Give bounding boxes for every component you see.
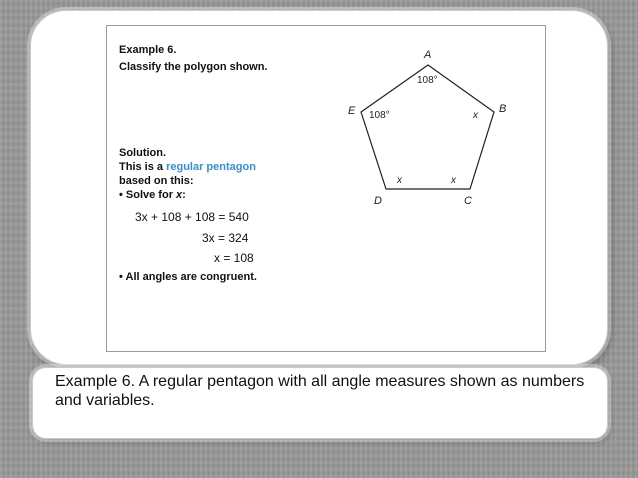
caption-text: Example 6. A regular pentagon with all angle measures shown as numbers and variables. [55, 373, 585, 409]
solve-bullet: • Solve for x: [119, 189, 186, 201]
solution-heading: Solution. [119, 147, 167, 159]
angle-label-c: x [451, 175, 456, 186]
angle-label-e: 108° [369, 110, 390, 121]
vertex-label-b: B [499, 103, 507, 115]
angle-label-d: x [397, 175, 402, 186]
equation-1: 3x + 108 + 108 = 540 [135, 210, 249, 224]
caption-box [32, 367, 608, 439]
angle-label-b: x [473, 110, 478, 121]
example-prompt: Classify the polygon shown. [119, 61, 268, 73]
vertex-label-c: C [464, 195, 472, 207]
vertex-label-a: A [424, 49, 432, 61]
example-figure [106, 25, 546, 352]
equation-2: 3x = 324 [202, 231, 249, 245]
regular-pentagon-highlight: regular pentagon [166, 161, 256, 173]
example-title: Example 6. [119, 44, 177, 56]
solution-line-1: This is a regular pentagon [119, 161, 256, 173]
vertex-label-e: E [348, 105, 356, 117]
angle-label-a: 108° [417, 75, 438, 86]
congruent-bullet: • All angles are congruent. [119, 271, 257, 283]
pentagon-diagram [107, 26, 545, 351]
equation-3: x = 108 [214, 251, 254, 265]
vertex-label-d: D [374, 195, 382, 207]
solution-line-2: based on this: [119, 175, 194, 187]
